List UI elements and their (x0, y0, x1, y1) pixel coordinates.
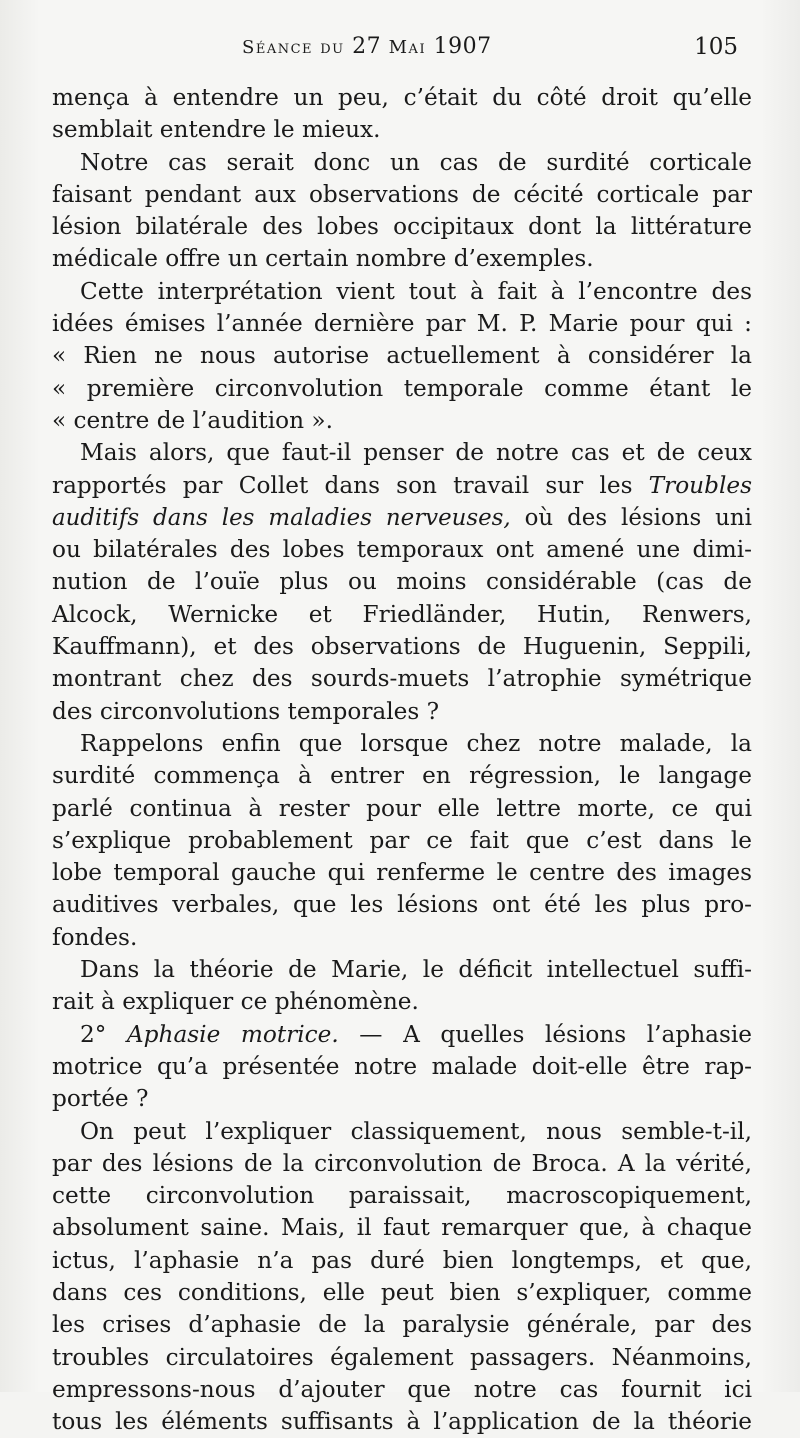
running-header (52, 34, 738, 74)
text-segment: faisant pendant aux observations de cécité corticale par (52, 180, 752, 208)
text-line (52, 373, 752, 405)
text-segment: tous les éléments suffisants à l’application de la théorie (52, 1408, 752, 1436)
italic-segment: auditifs dans les maladies nerveuses, (52, 504, 511, 531)
text-line (52, 825, 752, 857)
text-segment: On peut l’expliquer classiquement, nous semble-t-il, (80, 1117, 752, 1145)
text-line (52, 147, 752, 179)
text-line (52, 1406, 752, 1438)
text-line (52, 276, 752, 308)
text-segment: les crises d’aphasie de la paralysie générale, par des (52, 1311, 752, 1339)
text-line (52, 1309, 752, 1341)
text-line (52, 179, 752, 211)
text-segment: s’explique probablement par ce fait que c’est dans le (52, 826, 752, 854)
text-segment: idées émises l’année dernière par M. P. Marie pour qui : (52, 310, 752, 338)
text-line (52, 1277, 752, 1309)
text-segment: médicale offre un certain nombre d’exemples. (52, 245, 594, 273)
text-segment: lésion bilatérale des lobes occipitaux dont la littérature (52, 213, 752, 241)
text-segment: fondes. (52, 923, 138, 951)
text-line (52, 470, 752, 502)
text-segment: Notre cas serait donc un cas de surdité corticale (80, 148, 752, 176)
text-line (52, 599, 752, 631)
text-segment: Cette interprétation vient tout à fait à l’encontre des (80, 277, 752, 305)
text-segment: rapportés par Collet dans son travail sur les (52, 471, 649, 499)
text-segment: 2° (80, 1020, 127, 1048)
text-segment: Alcock, Wernicke et Friedländer, Hutin, Renwers, (52, 600, 752, 628)
text-segment: Kauffmann), et des observations de Huguenin, Seppili, (52, 633, 752, 661)
text-segment: lobe temporal gauche qui renferme le centre des images (52, 859, 752, 887)
text-segment: Mais alors, que faut-il penser de notre cas et de ceux (80, 439, 752, 467)
text-line (52, 502, 752, 534)
text-segment: dans ces conditions, elle peut bien s’expliquer, comme (52, 1278, 752, 1306)
text-segment: « première circonvolution temporale comme étant le (52, 374, 752, 402)
text-line (52, 243, 752, 275)
italic-segment: Troubles (648, 471, 752, 499)
text-segment: par des lésions de la circonvolution de Broca. A la vérité, (52, 1149, 752, 1177)
text-line (52, 760, 752, 792)
text-line (52, 308, 752, 340)
text-line (52, 889, 752, 921)
text-line (52, 1180, 752, 1212)
text-line (52, 986, 752, 1018)
text-line (52, 211, 752, 243)
text-segment: ou bilatérales des lobes temporaux ont amené une dimi- (52, 536, 752, 564)
text-line (52, 728, 752, 760)
text-line (52, 793, 752, 825)
text-line (52, 1019, 752, 1051)
text-line (52, 82, 752, 114)
text-segment: surdité commença à entrer en régression, le langage (52, 762, 752, 790)
text-line (52, 437, 752, 469)
text-line (52, 114, 752, 146)
text-line (52, 1212, 752, 1244)
text-segment: empressons-nous d’ajouter que notre cas fournit ici (52, 1375, 752, 1403)
text-segment: des circonvolutions temporales ? (52, 697, 440, 725)
text-segment: Dans la théorie de Marie, le déficit intellectuel suffi- (80, 956, 752, 984)
text-segment: cette circonvolution paraissait, macroscopiquement, (52, 1182, 752, 1210)
text-segment: motrice qu’a présentée notre malade doit-elle être rap- (52, 1052, 752, 1080)
text-line (52, 1148, 752, 1180)
text-line (52, 1374, 752, 1406)
text-line (52, 340, 752, 372)
running-title (242, 34, 492, 59)
text-line (52, 954, 752, 986)
page-number: 105 (694, 34, 738, 60)
text-segment: — A quelles lésions l’aphasie (338, 1020, 752, 1048)
text-segment: portée ? (52, 1085, 149, 1113)
text-line (52, 696, 752, 728)
seance-label: Séance du (242, 37, 345, 58)
text-segment: mença à entendre un peu, c’était du côté droit qu’elle (52, 84, 752, 111)
text-segment: où des lésions uni (510, 504, 752, 531)
text-line (52, 1245, 752, 1277)
text-segment: « Rien ne nous autorise actuellement à considérer la (52, 342, 752, 370)
text-line (52, 566, 752, 598)
text-line (52, 631, 752, 663)
text-segment: rait à expliquer ce phénomène. (52, 988, 419, 1016)
text-segment: semblait entendre le mieux. (52, 116, 381, 144)
text-line (52, 1051, 752, 1083)
text-segment: Rappelons enfin que lorsque chez notre malade, la (80, 729, 752, 757)
text-segment: parlé continua à rester pour elle lettre morte, ce qui (52, 794, 752, 822)
text-line (52, 922, 752, 954)
text-segment: absolument saine. Mais, il faut remarquer que, à chaque (52, 1214, 752, 1242)
text-segment: « centre de l’audition ». (52, 406, 333, 434)
text-line (52, 1342, 752, 1374)
text-line (52, 405, 752, 437)
text-line (52, 1083, 752, 1115)
header-month: Mai (388, 37, 427, 58)
text-segment: troubles circulatoires également passagers. Néanmoins, (52, 1343, 752, 1371)
italic-segment: Aphasie motrice. (126, 1020, 339, 1048)
text-line (52, 1116, 752, 1148)
text-segment: auditives verbales, que les lésions ont été les plus pro- (52, 891, 752, 919)
header-day: 27 (352, 34, 382, 59)
header-year: 1907 (433, 34, 492, 59)
text-segment: montrant chez des sourds-muets l’atrophie symétrique (52, 665, 752, 693)
text-line (52, 857, 752, 889)
body-text (52, 82, 752, 1438)
text-line (52, 663, 752, 695)
text-segment: nution de l’ouïe plus ou moins considérable (cas de (52, 568, 752, 596)
text-segment: ictus, l’aphasie n’a pas duré bien longtemps, et que, (52, 1246, 752, 1274)
text-line (52, 534, 752, 566)
